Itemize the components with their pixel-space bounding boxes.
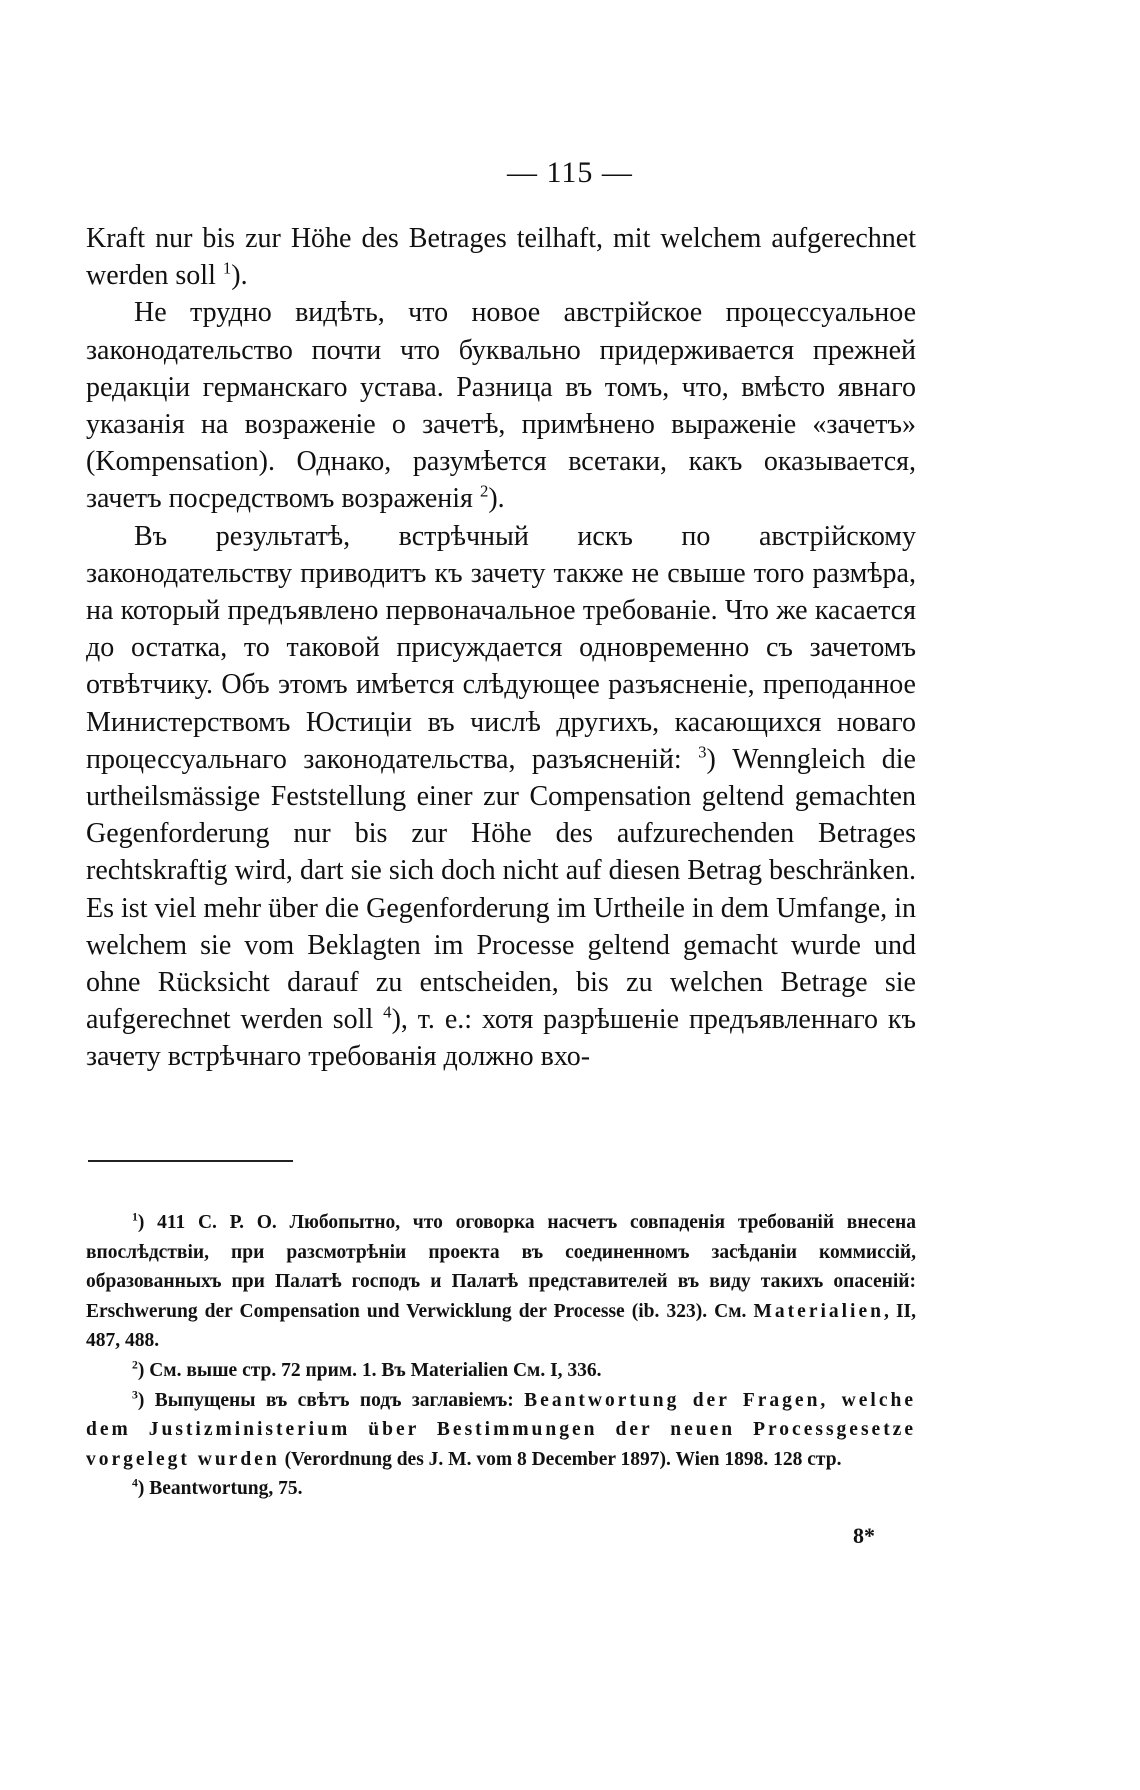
paragraph-2: Не трудно видѣть, что новое австрійское процессуальное законодательство почти что буквально придерживается прежней редакціи германскаго устава. Разница въ томъ, что, вмѣсто явнаго указанія на возраженіе о зачетѣ, примѣнено выраженіе «зачетъ» (Kompensation). Однако, разумѣется всетаки, какъ оказывается, зачетъ посредствомъ возраженія $^2$). — [86, 297, 916, 515]
main-text — [86, 220, 916, 1076]
footnote-ref-2[interactable]: 2 — [479, 482, 489, 502]
footnote-ref-3[interactable]: 3 — [698, 742, 707, 762]
footnotes — [86, 1208, 916, 1504]
footnote-ref-1[interactable]: 1 — [222, 258, 232, 278]
footnote-1: $^1$) 411 С. Р. О. Любопытно, что оговорка насчетъ совпаденія требованій внесена впослѣдствіи, при разсмотрѣніи проекта въ соединенномъ засѣданіи коммиссій, образованныхъ при Палатѣ господъ и Палатѣ представителей въ виду такихъ опасеній: Erschwerung der Compensation und Verwicklung der Processe (ib. 323). См. Materialien, II, 487, 488. — [86, 1210, 916, 1352]
footnote-ref-4[interactable]: 4 — [383, 1002, 392, 1022]
signature-mark: 8* — [853, 1523, 875, 1548]
footnote-3: $^3$) Выпущены въ свѣтъ подъ заглавіемъ: Beantwortung der Fragen, welche dem Justizministerium über Bestimmungen der neuen Processgesetze vorgelegt wurden (Verordnung des J. M. vom 8 December 1897). Wien 1898. 128 стр. — [86, 1388, 916, 1470]
paragraph-1: Kraft nur bis zur Höhe des Betrages teilhaft, mit welchem aufgerechnet werden soll $^1$). — [86, 223, 916, 292]
paragraph-3: Въ результатѣ, встрѣчный искъ по австрійскому законодательству приводитъ къ зачету также не свыше того размѣра, на который предъявлено первоначальное требованіе. Что же касается до остатка, то таковой присуждается одновременно съ зачетомъ отвѣтчику. Объ этомъ имѣется слѣдующее разъясненіе, преподанное Министерствомъ Юстиціи въ числѣ другихъ, касающихся новаго процессуальнаго законодательства, разъясненій: $^3$) Wenngleich die urtheilsmässige Feststellung einer zur Compensation geltend gemachten Gegenforderung nur bis zur Höhe des aufzurechenden Betrages rechtskraftig wird, dart sie sich doch nicht auf diesen Betrag beschränken. Es ist viel mehr über die Gegenforderung im Urtheile in dem Umfange, in welchem sie vom Beklagten im Processe geltend gemacht wurde und ohne Rücksicht darauf zu entscheiden, bis zu welchen Betrage sie aufgerechnet werden soll $^4$), т. е.: хотя разрѣшеніе предъявленнаго къ зачету встрѣчнаго требованія должно вхо- — [86, 520, 917, 1073]
footnote-divider — [88, 1160, 293, 1162]
footnote-2: $^2$) См. выше стр. 72 прим. 1. Въ Materialien См. I, 336. — [132, 1358, 602, 1381]
footnote-4: $^4$) Beantwortung, 75. — [132, 1476, 303, 1500]
page-number: — 115 — — [507, 156, 633, 189]
